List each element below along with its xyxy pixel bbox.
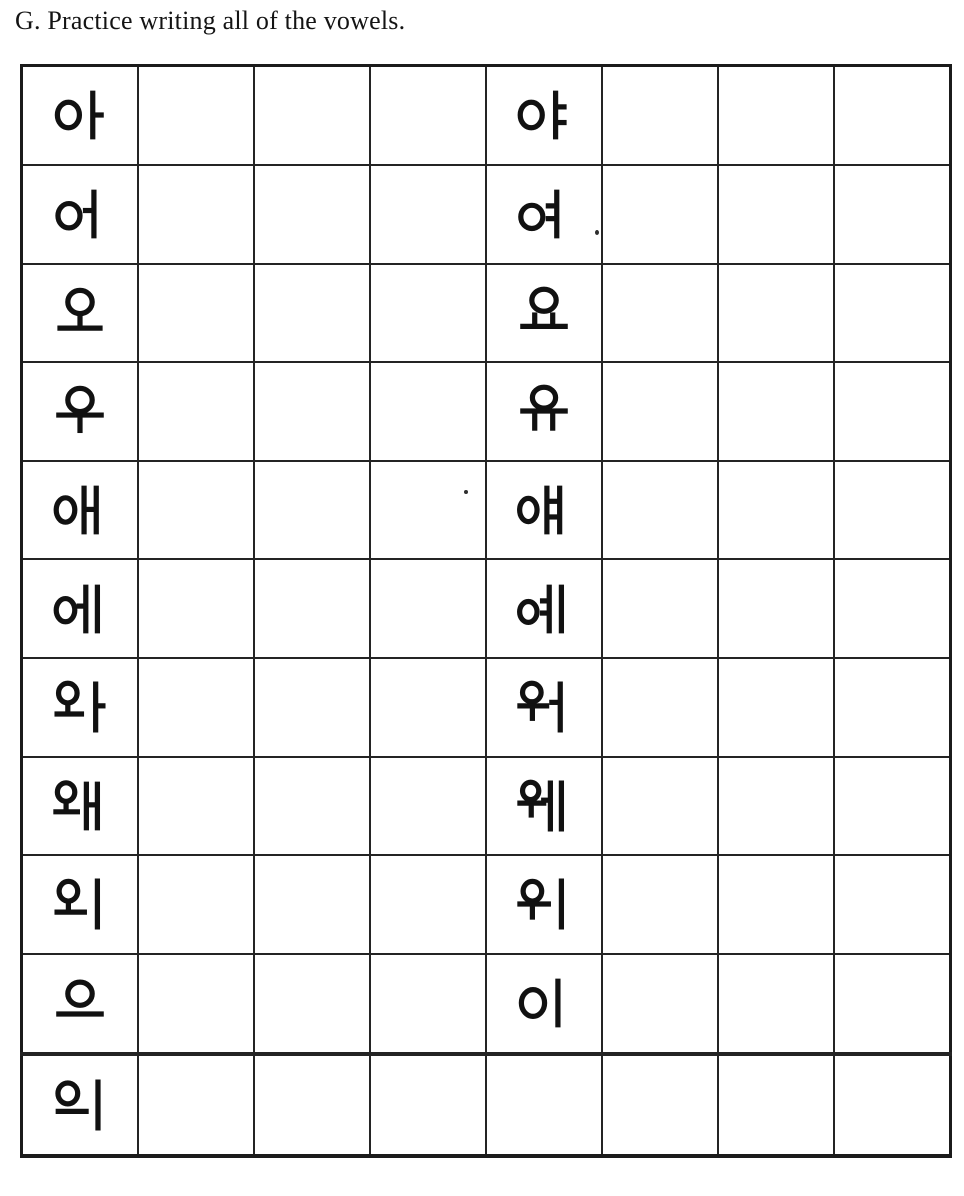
hangul-glyph xyxy=(515,185,573,243)
practice-cell xyxy=(602,66,718,165)
practice-cell xyxy=(138,461,254,560)
practice-cell xyxy=(718,757,834,856)
practice-cell xyxy=(602,855,718,954)
grid-row xyxy=(22,954,951,1054)
vowel-cell xyxy=(22,658,138,757)
vowel-cell xyxy=(486,264,602,363)
practice-cell xyxy=(370,954,486,1054)
vowel-cell xyxy=(22,66,138,165)
practice-cell xyxy=(602,461,718,560)
practice-cell xyxy=(834,954,950,1054)
practice-cell xyxy=(834,362,950,461)
grid-row xyxy=(22,362,951,461)
hangul-glyph xyxy=(51,580,109,638)
practice-cell xyxy=(834,757,950,856)
practice-cell xyxy=(718,461,834,560)
hangul-glyph xyxy=(51,185,109,243)
grid-row xyxy=(22,66,951,165)
practice-cell xyxy=(834,264,950,363)
practice-cell xyxy=(834,1054,950,1156)
grid-row xyxy=(22,559,951,658)
hangul-glyph xyxy=(515,678,573,736)
grid-row xyxy=(22,1054,951,1156)
grid-row xyxy=(22,165,951,264)
practice-cell xyxy=(718,362,834,461)
grid-row xyxy=(22,264,951,363)
vowel-cell xyxy=(486,66,602,165)
practice-cell xyxy=(254,559,370,658)
practice-cell xyxy=(254,264,370,363)
vowel-cell xyxy=(486,954,602,1054)
practice-cell xyxy=(834,461,950,560)
exercise-title: G. Practice writing all of the vowels. xyxy=(15,6,406,35)
hangul-glyph xyxy=(51,284,109,342)
vowel-cell xyxy=(22,264,138,363)
practice-cell xyxy=(138,855,254,954)
vowel-cell xyxy=(22,165,138,264)
vowel-cell xyxy=(486,165,602,264)
hangul-glyph xyxy=(51,382,109,440)
grid-row xyxy=(22,757,951,856)
practice-cell xyxy=(718,264,834,363)
practice-cell xyxy=(254,66,370,165)
practice-cell xyxy=(138,165,254,264)
practice-cell xyxy=(602,954,718,1054)
hangul-glyph xyxy=(515,382,573,440)
practice-cell xyxy=(138,559,254,658)
practice-cell xyxy=(602,658,718,757)
practice-cell xyxy=(718,658,834,757)
vowel-cell xyxy=(486,658,602,757)
practice-cell xyxy=(138,66,254,165)
practice-cell xyxy=(370,1054,486,1156)
practice-cell xyxy=(718,855,834,954)
practice-cell xyxy=(254,1054,370,1156)
practice-cell xyxy=(602,1054,718,1156)
hangul-glyph xyxy=(515,86,573,144)
practice-cell xyxy=(254,461,370,560)
practice-cell xyxy=(602,264,718,363)
vowel-cell xyxy=(22,362,138,461)
scan-speck xyxy=(595,230,599,235)
hangul-glyph xyxy=(51,974,109,1032)
vowel-cell xyxy=(486,559,602,658)
practice-cell xyxy=(138,362,254,461)
vowel-cell xyxy=(22,757,138,856)
scan-speck xyxy=(464,490,468,494)
practice-cell xyxy=(370,658,486,757)
practice-cell xyxy=(602,757,718,856)
practice-cell xyxy=(138,757,254,856)
hangul-glyph xyxy=(51,481,109,539)
practice-cell xyxy=(602,559,718,658)
grid-row xyxy=(22,461,951,560)
practice-cell xyxy=(138,954,254,1054)
practice-cell xyxy=(138,1054,254,1156)
practice-cell xyxy=(138,264,254,363)
practice-cell xyxy=(834,559,950,658)
practice-cell xyxy=(254,362,370,461)
practice-cell xyxy=(602,165,718,264)
practice-cell xyxy=(602,362,718,461)
hangul-glyph xyxy=(51,86,109,144)
hangul-glyph xyxy=(515,777,573,835)
vowel-cell xyxy=(486,362,602,461)
practice-cell xyxy=(254,855,370,954)
practice-cell xyxy=(718,1054,834,1156)
practice-cell xyxy=(718,954,834,1054)
hangul-glyph xyxy=(51,777,109,835)
vowel-cell xyxy=(486,855,602,954)
vowel-cell xyxy=(486,461,602,560)
practice-cell xyxy=(370,362,486,461)
hangul-glyph xyxy=(51,678,109,736)
hangul-glyph xyxy=(51,875,109,933)
practice-cell xyxy=(486,1054,602,1156)
hangul-glyph xyxy=(515,481,573,539)
practice-cell xyxy=(834,855,950,954)
hangul-glyph xyxy=(515,974,573,1032)
practice-cell xyxy=(370,165,486,264)
practice-cell xyxy=(370,264,486,363)
practice-cell xyxy=(718,66,834,165)
vowel-cell xyxy=(486,757,602,856)
vowel-cell xyxy=(22,559,138,658)
hangul-glyph xyxy=(51,1076,109,1134)
practice-cell xyxy=(254,954,370,1054)
practice-cell xyxy=(254,658,370,757)
vowel-cell xyxy=(22,461,138,560)
practice-cell xyxy=(370,559,486,658)
practice-cell xyxy=(254,757,370,856)
grid-row xyxy=(22,855,951,954)
vowel-cell xyxy=(22,1054,138,1156)
practice-cell xyxy=(834,658,950,757)
practice-cell xyxy=(138,658,254,757)
hangul-glyph xyxy=(515,580,573,638)
hangul-glyph xyxy=(515,875,573,933)
practice-cell xyxy=(370,66,486,165)
practice-cell xyxy=(254,165,370,264)
practice-cell xyxy=(834,66,950,165)
practice-cell xyxy=(370,757,486,856)
vowel-cell xyxy=(22,954,138,1054)
practice-cell xyxy=(718,559,834,658)
vowel-practice-grid xyxy=(20,64,952,1158)
grid-row xyxy=(22,658,951,757)
practice-cell xyxy=(718,165,834,264)
practice-cell xyxy=(370,461,486,560)
practice-cell xyxy=(370,855,486,954)
practice-cell xyxy=(834,165,950,264)
vowel-cell xyxy=(22,855,138,954)
hangul-glyph xyxy=(515,284,573,342)
